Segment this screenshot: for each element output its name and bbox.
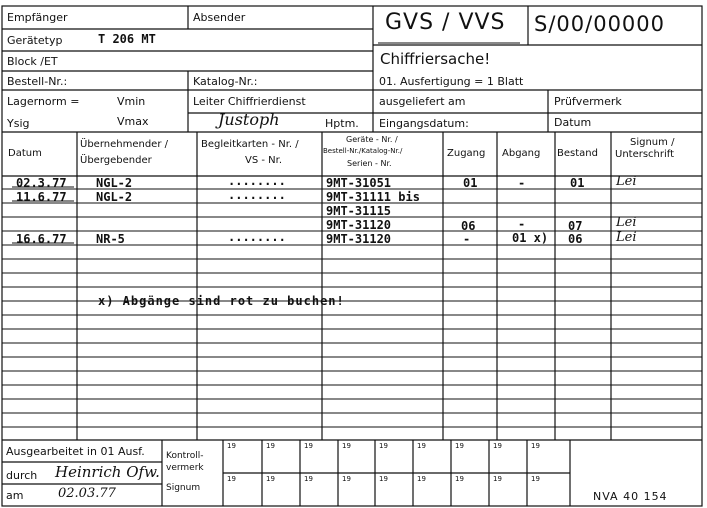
year-prefix: 19 [342, 442, 351, 450]
col-header-abgang: Abgang [502, 148, 541, 159]
gvs-title: GVS / VVS [385, 10, 506, 35]
empfaenger-label: Empfänger [7, 11, 68, 24]
vmax-label: Vmax [117, 115, 149, 128]
row-zugang: 01 [463, 176, 478, 190]
row-zugang: 06 [461, 219, 476, 233]
year-prefix: 19 [342, 475, 351, 483]
year-prefix: 19 [493, 475, 502, 483]
row-datum: 16.6.77 [16, 232, 67, 246]
year-prefix: 19 [379, 442, 388, 450]
year-prefix: 19 [493, 442, 502, 450]
block-label: Block /ET [7, 55, 58, 68]
row-geraet: 9MT-31120 [326, 232, 392, 246]
red-booking-note: x) Abgänge sind rot zu buchen! [98, 294, 345, 308]
geraetetyp-label: Gerätetyp [7, 34, 63, 47]
col-header-uebernehmender: Übernehmender / [80, 139, 168, 150]
kontrollvermerk-label-2: vermerk [166, 463, 204, 473]
row-signum: Lei [616, 174, 637, 189]
row-bestand: 06 [568, 232, 583, 246]
row-begleit: ........ [228, 174, 286, 188]
year-prefix: 19 [417, 475, 426, 483]
year-prefix: 19 [227, 475, 236, 483]
col-header-begleitkarten: Begleitkarten - Nr. / [201, 139, 299, 150]
year-prefix: 19 [266, 475, 275, 483]
am-value: 02.03.77 [58, 486, 116, 501]
row-name: NGL-2 [96, 176, 133, 190]
row-datum: 11.6.77 [16, 190, 67, 204]
row-zugang: - [463, 232, 471, 246]
row-geraet: 9MT-31115 [326, 204, 392, 218]
col-header-unterschrift: Unterschrift [615, 149, 675, 160]
form-number: NVA 40 154 [593, 490, 668, 503]
bestell-label: Bestell-Nr.: [7, 75, 68, 88]
row-geraet: 9MT-31120 [326, 218, 392, 232]
absender-label: Absender [193, 11, 246, 24]
year-prefix: 19 [417, 442, 426, 450]
row-begleit: ........ [228, 230, 286, 244]
leiter-signature: Justoph [218, 110, 280, 129]
row-abgang: - [518, 217, 526, 231]
year-prefix: 19 [455, 442, 464, 450]
hptm-label: Hptm. [325, 117, 359, 130]
year-prefix: 19 [266, 442, 275, 450]
durch-signature: Heinrich Ofw. [55, 463, 160, 481]
row-begleit: ........ [228, 188, 286, 202]
katalog-label: Katalog-Nr.: [193, 75, 258, 88]
row-datum: 02.3.77 [16, 176, 67, 190]
row-abgang: - [518, 176, 526, 190]
vmin-label: Vmin [117, 95, 146, 108]
col-header-datum: Datum [8, 148, 42, 159]
eingangsdatum-label: Eingangsdatum: [379, 117, 469, 130]
row-geraet: 9MT-31111 bis [326, 190, 420, 204]
col-header-vs-nr: VS - Nr. [245, 155, 283, 166]
registration-number: S/00/00000 [534, 12, 666, 36]
year-prefix: 19 [531, 475, 540, 483]
row-geraet: 9MT-31051 [326, 176, 392, 190]
leiter-label: Leiter Chiffrierdienst [193, 95, 306, 108]
row-bestand: 01 [570, 176, 585, 190]
row-signum: Lei [616, 215, 637, 230]
col-header-bestand: Bestand [557, 148, 598, 159]
row-name: NGL-2 [96, 190, 133, 204]
year-prefix: 19 [455, 475, 464, 483]
row-bestand: 07 [568, 219, 583, 233]
ausgearbeitet-label: Ausgearbeitet in 01 Ausf. [6, 445, 145, 458]
row-signum: Lei [616, 230, 637, 245]
col-header-signum: Signum / [630, 137, 675, 148]
col-header-serien-nr: Serien - Nr. [347, 159, 392, 168]
signum-label: Signum [166, 483, 201, 493]
datum-label-header: Datum [554, 116, 592, 129]
row-abgang: 01 x) [512, 231, 549, 245]
geraetetyp-value: T 206 MT [98, 32, 156, 46]
col-header-zugang: Zugang [447, 148, 486, 159]
row-name: NR-5 [96, 232, 125, 246]
lagernorm-label: Lagernorm = [7, 95, 80, 108]
year-prefix: 19 [304, 442, 313, 450]
chiffriersache-label: Chiffriersache! [380, 50, 491, 68]
kontrollvermerk-label-1: Kontroll- [166, 451, 204, 461]
durch-label: durch [6, 469, 38, 482]
col-header-geraete-nr: Geräte - Nr. / [346, 135, 398, 144]
ausfertigung-label: 01. Ausfertigung = 1 Blatt [379, 75, 524, 88]
ysig-label: Ysig [7, 117, 30, 130]
year-prefix: 19 [227, 442, 236, 450]
pruefvermerk-label: Prüfvermerk [554, 95, 622, 108]
am-label: am [6, 489, 24, 502]
ausgeliefert-label: ausgeliefert am [379, 95, 466, 108]
col-header-uebergebender-2: Übergebender [80, 155, 152, 166]
year-prefix: 19 [531, 442, 540, 450]
year-prefix: 19 [304, 475, 313, 483]
col-header-bestell-katalog: Bestell-Nr./Katalog-Nr./ [323, 147, 403, 155]
year-prefix: 19 [379, 475, 388, 483]
